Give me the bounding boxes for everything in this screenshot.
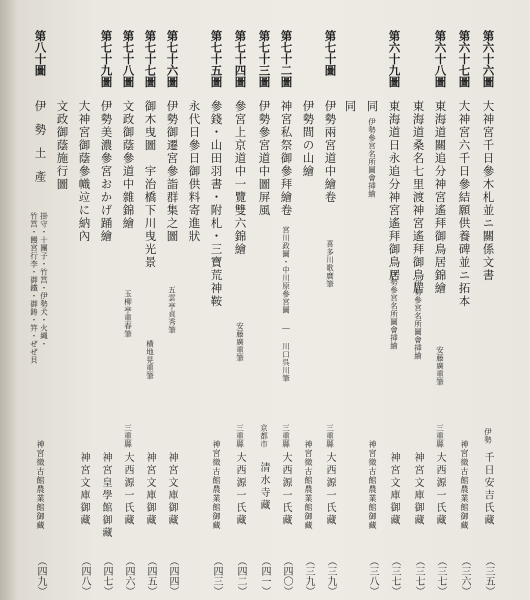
figure-number-69: 第六十九圖 — [387, 30, 402, 88]
entry-title-79: 大神宮御蔭參幟竝に納內 — [77, 100, 92, 243]
owner-66: 千日安吉氏藏 — [482, 452, 493, 527]
artist-72: 宮川政圖・中川原參宮圖 ― 川口呉川筆 — [281, 226, 291, 383]
artist-68: 安藤廣重筆 — [435, 346, 445, 386]
owner-80: 神宮徵古館農業館御藏 — [36, 440, 45, 530]
page-ref-71: （三九） — [303, 556, 314, 596]
owner-76: 神宮文庫御藏 — [166, 452, 177, 527]
artist-76: 五雲亭貞秀筆 — [167, 286, 177, 334]
owner-79: 神宮文庫御藏 — [78, 452, 89, 527]
figure-number-70: 第七十圖 — [323, 30, 338, 76]
figure-number-66: 第六十六圖 — [481, 30, 496, 88]
owner-prefix-74: 三重縣 — [235, 424, 245, 448]
figure-number-73: 第七十三圖 — [257, 30, 272, 88]
entry-title-69b: 同 — [365, 100, 380, 113]
souvenir-list-line-2: 竹筥・饅宮行李・御鐵・御鋳・笄・ぜぜ貝 — [29, 212, 39, 364]
owner-75: 神宮徵古館農業館御藏 — [212, 440, 221, 530]
entry-title-69c: 同 — [343, 100, 358, 113]
owner-prefix-66: 伊勢 — [483, 428, 493, 444]
entry-title-75b: 永代日參日御供料寄進狀 — [187, 100, 202, 243]
owner-prefix-70: 三重縣 — [325, 424, 335, 448]
owner-72: 大西源一氏藏 — [280, 452, 291, 527]
page-ref-68: （三七） — [435, 556, 446, 596]
entry-title-78: 文政御蔭參道中雜錦繪 — [121, 100, 136, 230]
figure-number-80: 第八十圖 — [33, 30, 48, 76]
page-ref-68b: （三七） — [413, 556, 424, 596]
figure-number-79: 第七十九圖 — [99, 30, 114, 88]
figure-number-75: 第七十五圖 — [209, 30, 224, 88]
page-ref-79: （四八） — [79, 556, 90, 596]
entry-title-75: 參錢・山田羽書・附札・三寶荒神鞍 — [209, 100, 224, 308]
artist-69: 伊勢參宮名所圖會挿繪 — [389, 270, 399, 350]
entry-title-77: 御木曳圖 宇治橋下川曳光景 — [143, 100, 158, 269]
page-ref-69b: （三八） — [367, 556, 378, 596]
figure-number-76: 第七十六圖 — [165, 30, 180, 88]
page-ref-76: （四四） — [167, 556, 178, 596]
entry-title-71: 伊勢間の山繪 — [301, 100, 316, 178]
owner-69: 神宮文庫御藏 — [388, 452, 399, 527]
owner-prefix-73: 京都市 — [259, 424, 269, 448]
entry-title-69: 東海道日永追分神宮遙拜御鳥居 — [387, 100, 402, 282]
entry-title-76: 伊勢御遷宮參詣群集之圖 — [165, 100, 180, 243]
page-ref-80: （四九） — [35, 556, 46, 596]
artist-69b: 伊勢參宮名所圖會挿繪 — [367, 118, 377, 198]
entry-title-79b: 文政御蔭施行圖 — [55, 100, 70, 191]
artist-74: 安藤廣重筆 — [235, 322, 245, 362]
owner-77: 神宮文庫御藏 — [144, 452, 155, 527]
page-ref-73: （四一） — [259, 556, 270, 596]
page-ref-78b: （四七） — [101, 556, 112, 596]
page-ref-66: （三五） — [483, 556, 494, 596]
figure-number-72: 第七十二圖 — [279, 30, 294, 88]
owner-prefix-68: 三重縣 — [435, 424, 445, 448]
page-ref-77: （四五） — [145, 556, 156, 596]
figure-number-68: 第六十八圖 — [433, 30, 448, 88]
entry-title-67: 大神宮六千日參結願供養碑並ニ拓本 — [457, 100, 472, 308]
entry-title-68: 東海道關追分神宮遙拜御鳥居錦繪 — [433, 100, 448, 295]
page-ref-75: （四三） — [211, 556, 222, 596]
artist-78: 玉柳亭重春筆 — [123, 290, 133, 338]
page-ref-72: （四〇） — [281, 556, 292, 596]
figure-number-77: 第七十七圖 — [143, 30, 158, 88]
owner-73: 清水寺藏 — [258, 462, 269, 512]
owner-70: 大西源一氏藏 — [324, 452, 335, 527]
owner-74: 大西源一氏藏 — [234, 452, 245, 527]
entry-title-74: 參宮上京道中一覽雙六錦繪 — [233, 100, 248, 256]
entry-title-70: 伊勢兩宮道中繪卷 — [323, 100, 338, 204]
artist-70: 喜多川歌麿筆 — [325, 240, 335, 288]
owner-68b: 神宮文庫御藏 — [412, 452, 423, 527]
page-ref-67: （三六） — [459, 556, 470, 596]
page-ref-78: （四六） — [123, 556, 134, 596]
artist-68b: 伊勢參宮名所圖會挿繪 — [413, 280, 423, 360]
entry-title-66: 大神宮千日參木札並ニ關係文書 — [481, 100, 496, 282]
entry-title-72: 神宮私祭御參拜繪卷 — [279, 100, 294, 217]
binding-shadow — [0, 0, 18, 600]
owner-67: 神宮徵古館農業館御藏 — [460, 440, 469, 530]
figure-number-74: 第七十四圖 — [233, 30, 248, 88]
entry-title-78b: 伊勢美濃參宮おかげ踊繪 — [99, 100, 114, 243]
owner-prefix-72: 三重縣 — [281, 424, 291, 448]
entry-title-80: 伊勢土產 — [33, 100, 48, 194]
figure-number-78: 第七十八圖 — [121, 30, 136, 88]
figure-number-67: 第六十七圖 — [457, 30, 472, 88]
owner-78: 大西源一氏藏 — [122, 452, 133, 527]
page-ref-74: （四二） — [235, 556, 246, 596]
owner-71: 神宮徵古館農業館御藏 — [304, 440, 313, 530]
entry-title-68b: 東海道桑名七里渡神宮遙拜御鳥居 — [411, 100, 426, 295]
owner-69b: 神宮徵古館農業館御藏 — [368, 440, 377, 530]
souvenir-list-line-1: 掛守・十團子・竹筥・伊勢犬・火縄・ — [39, 212, 49, 348]
entry-title-73: 伊勢參宮道中圖屏風 — [257, 100, 272, 217]
page-ref-70: （三九） — [325, 556, 336, 596]
owner-78b: 神宮皇學館御藏 — [100, 452, 111, 540]
owner-prefix-78: 三重縣 — [123, 424, 133, 448]
artist-77: 横地晃重筆 — [145, 340, 155, 380]
owner-68: 大西源一氏藏 — [434, 452, 445, 527]
page-ref-69: （三七） — [389, 556, 400, 596]
